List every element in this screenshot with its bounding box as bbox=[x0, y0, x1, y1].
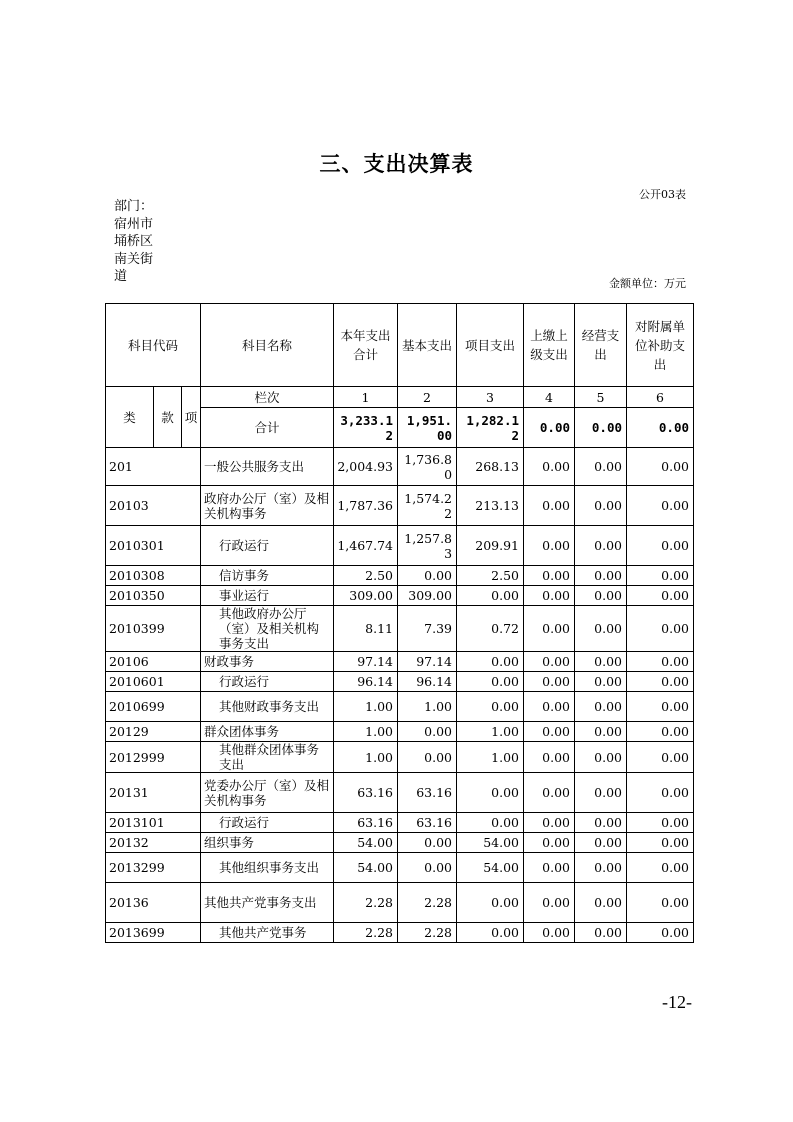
amount-cell: 7.39 bbox=[398, 606, 457, 652]
amount-cell: 0.00 bbox=[575, 526, 627, 566]
amount-cell: 0.00 bbox=[524, 486, 575, 526]
subject-name: 政府办公厅（室）及相关机构事务 bbox=[201, 486, 334, 526]
amount-cell: 0.00 bbox=[457, 773, 524, 813]
amount-cell: 0.00 bbox=[398, 566, 457, 586]
col-number-2: 2 bbox=[398, 387, 457, 408]
total-value: 0.00 bbox=[524, 408, 575, 448]
department-label: 部门：宿州市埇桥区南关街道 bbox=[114, 199, 154, 285]
amount-cell: 0.00 bbox=[524, 742, 575, 773]
amount-cell: 0.00 bbox=[627, 853, 694, 883]
amount-cell: 0.00 bbox=[524, 773, 575, 813]
amount-cell: 0.00 bbox=[627, 692, 694, 722]
amount-cell: 1,257.83 bbox=[398, 526, 457, 566]
amount-cell: 0.00 bbox=[524, 526, 575, 566]
header-kuan: 款 bbox=[154, 387, 182, 448]
subject-code: 2013699 bbox=[106, 923, 201, 943]
subject-code: 2013101 bbox=[106, 813, 201, 833]
subject-name: 行政运行 bbox=[201, 813, 334, 833]
amount-cell: 97.14 bbox=[398, 652, 457, 672]
header-project-expenditure: 项目支出 bbox=[457, 304, 524, 387]
amount-cell: 309.00 bbox=[398, 586, 457, 606]
amount-cell: 0.00 bbox=[575, 672, 627, 692]
amount-cell: 0.00 bbox=[627, 652, 694, 672]
amount-cell: 209.91 bbox=[457, 526, 524, 566]
subject-code: 2010699 bbox=[106, 692, 201, 722]
subject-code: 20131 bbox=[106, 773, 201, 813]
amount-cell: 0.00 bbox=[524, 672, 575, 692]
col-number-4: 4 bbox=[524, 387, 575, 408]
amount-cell: 0.00 bbox=[524, 883, 575, 923]
header-row bbox=[106, 304, 694, 387]
amount-cell: 0.00 bbox=[524, 853, 575, 883]
amount-cell: 8.11 bbox=[334, 606, 398, 652]
amount-cell: 1.00 bbox=[457, 742, 524, 773]
amount-cell: 1.00 bbox=[334, 692, 398, 722]
table-row bbox=[106, 586, 694, 606]
col-number-5: 5 bbox=[575, 387, 627, 408]
col-number-3: 3 bbox=[457, 387, 524, 408]
amount-cell: 0.00 bbox=[524, 586, 575, 606]
amount-cell: 0.00 bbox=[627, 606, 694, 652]
amount-cell: 0.00 bbox=[575, 883, 627, 923]
total-value: 3,233.12 bbox=[334, 408, 398, 448]
subject-name: 一般公共服务支出 bbox=[201, 448, 334, 486]
header-remit-expenditure: 上缴上级支出 bbox=[524, 304, 575, 387]
amount-cell: 2.28 bbox=[334, 883, 398, 923]
amount-cell: 0.00 bbox=[457, 586, 524, 606]
amount-cell: 63.16 bbox=[334, 773, 398, 813]
amount-cell: 1,574.22 bbox=[398, 486, 457, 526]
amount-cell: 0.00 bbox=[524, 833, 575, 853]
subject-name: 其他共产党事务支出 bbox=[201, 883, 334, 923]
amount-cell: 54.00 bbox=[334, 853, 398, 883]
subject-name: 其他财政事务支出 bbox=[201, 692, 334, 722]
table-row bbox=[106, 742, 694, 773]
amount-cell: 2.50 bbox=[457, 566, 524, 586]
table-row bbox=[106, 672, 694, 692]
amount-cell: 0.00 bbox=[398, 853, 457, 883]
amount-cell: 2.28 bbox=[334, 923, 398, 943]
amount-cell: 0.00 bbox=[575, 566, 627, 586]
subject-name: 财政事务 bbox=[201, 652, 334, 672]
amount-cell: 1,467.74 bbox=[334, 526, 398, 566]
amount-cell: 0.00 bbox=[575, 813, 627, 833]
total-value: 1,282.12 bbox=[457, 408, 524, 448]
subject-code: 20103 bbox=[106, 486, 201, 526]
subject-code: 20129 bbox=[106, 722, 201, 742]
amount-cell: 0.00 bbox=[575, 923, 627, 943]
amount-cell: 2.50 bbox=[334, 566, 398, 586]
subject-code: 2012999 bbox=[106, 742, 201, 773]
amount-cell: 0.00 bbox=[627, 773, 694, 813]
subject-code: 2010399 bbox=[106, 606, 201, 652]
amount-cell: 0.72 bbox=[457, 606, 524, 652]
amount-cell: 0.00 bbox=[457, 813, 524, 833]
subject-name: 其他组织事务支出 bbox=[201, 853, 334, 883]
header-code: 科目代码 bbox=[106, 304, 201, 387]
amount-cell: 0.00 bbox=[457, 883, 524, 923]
amount-cell: 0.00 bbox=[627, 722, 694, 742]
subject-name: 行政运行 bbox=[201, 672, 334, 692]
table-row bbox=[106, 566, 694, 586]
amount-cell: 54.00 bbox=[457, 853, 524, 883]
total-value: 0.00 bbox=[575, 408, 627, 448]
amount-cell: 0.00 bbox=[524, 448, 575, 486]
subject-name: 信访事务 bbox=[201, 566, 334, 586]
amount-cell: 0.00 bbox=[457, 692, 524, 722]
amount-cell: 96.14 bbox=[398, 672, 457, 692]
header-name: 科目名称 bbox=[201, 304, 334, 387]
amount-cell: 1.00 bbox=[457, 722, 524, 742]
amount-cell: 0.00 bbox=[575, 486, 627, 526]
subject-code: 2010601 bbox=[106, 672, 201, 692]
amount-cell: 0.00 bbox=[627, 526, 694, 566]
subject-name: 党委办公厅（室）及相关机构事务 bbox=[201, 773, 334, 813]
page-number: -12- bbox=[662, 992, 692, 1012]
amount-cell: 1,736.80 bbox=[398, 448, 457, 486]
total-value: 0.00 bbox=[627, 408, 694, 448]
table-row bbox=[106, 773, 694, 813]
header-lei: 类 bbox=[106, 387, 154, 448]
amount-cell: 0.00 bbox=[627, 586, 694, 606]
amount-cell: 1.00 bbox=[334, 722, 398, 742]
subject-name: 其他共产党事务 bbox=[201, 923, 334, 943]
table-row bbox=[106, 692, 694, 722]
subject-code: 2010308 bbox=[106, 566, 201, 586]
total-value: 1,951.00 bbox=[398, 408, 457, 448]
amount-cell: 0.00 bbox=[398, 722, 457, 742]
subject-code: 201 bbox=[106, 448, 201, 486]
unit-label: 金额单位：万元 bbox=[609, 277, 686, 290]
amount-cell: 2.28 bbox=[398, 883, 457, 923]
subject-code: 20106 bbox=[106, 652, 201, 672]
table-row bbox=[106, 526, 694, 566]
col-number-1: 1 bbox=[334, 387, 398, 408]
subject-code: 20132 bbox=[106, 833, 201, 853]
amount-cell: 2,004.93 bbox=[334, 448, 398, 486]
amount-cell: 0.00 bbox=[524, 722, 575, 742]
table-row bbox=[106, 883, 694, 923]
amount-cell: 2.28 bbox=[398, 923, 457, 943]
amount-cell: 0.00 bbox=[457, 672, 524, 692]
amount-cell: 0.00 bbox=[627, 566, 694, 586]
amount-cell: 0.00 bbox=[575, 853, 627, 883]
amount-cell: 0.00 bbox=[627, 923, 694, 943]
table-row bbox=[106, 853, 694, 883]
amount-cell: 0.00 bbox=[575, 833, 627, 853]
header-lanci: 栏次 bbox=[201, 387, 334, 408]
amount-cell: 0.00 bbox=[524, 692, 575, 722]
subject-code: 2010301 bbox=[106, 526, 201, 566]
amount-cell: 1.00 bbox=[398, 692, 457, 722]
subject-name: 其他群众团体事务支出 bbox=[201, 742, 334, 773]
table-row bbox=[106, 652, 694, 672]
amount-cell: 0.00 bbox=[524, 606, 575, 652]
amount-cell: 268.13 bbox=[457, 448, 524, 486]
amount-cell: 0.00 bbox=[575, 742, 627, 773]
table-row bbox=[106, 813, 694, 833]
amount-cell: 0.00 bbox=[575, 652, 627, 672]
amount-cell: 0.00 bbox=[524, 652, 575, 672]
amount-cell: 0.00 bbox=[524, 566, 575, 586]
subject-name: 群众团体事务 bbox=[201, 722, 334, 742]
table-row bbox=[106, 606, 694, 652]
amount-cell: 97.14 bbox=[334, 652, 398, 672]
amount-cell: 54.00 bbox=[457, 833, 524, 853]
amount-cell: 0.00 bbox=[398, 833, 457, 853]
amount-cell: 1,787.36 bbox=[334, 486, 398, 526]
amount-cell: 0.00 bbox=[398, 742, 457, 773]
amount-cell: 63.16 bbox=[398, 813, 457, 833]
header-operating-expenditure: 经营支出 bbox=[575, 304, 627, 387]
subject-code: 2013299 bbox=[106, 853, 201, 883]
header-basic-expenditure: 基本支出 bbox=[398, 304, 457, 387]
header-subsidy-expenditure: 对附属单位补助支出 bbox=[627, 304, 694, 387]
amount-cell: 96.14 bbox=[334, 672, 398, 692]
header-xiang: 项 bbox=[182, 387, 201, 448]
table-row bbox=[106, 486, 694, 526]
amount-cell: 309.00 bbox=[334, 586, 398, 606]
expenditure-table bbox=[105, 303, 694, 943]
amount-cell: 0.00 bbox=[627, 742, 694, 773]
subject-code: 2010350 bbox=[106, 586, 201, 606]
amount-cell: 0.00 bbox=[627, 486, 694, 526]
amount-cell: 0.00 bbox=[575, 448, 627, 486]
table-row bbox=[106, 833, 694, 853]
amount-cell: 0.00 bbox=[627, 672, 694, 692]
amount-cell: 0.00 bbox=[575, 692, 627, 722]
amount-cell: 0.00 bbox=[627, 833, 694, 853]
amount-cell: 0.00 bbox=[457, 923, 524, 943]
col-number-6: 6 bbox=[627, 387, 694, 408]
total-label: 合计 bbox=[201, 408, 334, 448]
header-total-expenditure: 本年支出合计 bbox=[334, 304, 398, 387]
table-row bbox=[106, 722, 694, 742]
amount-cell: 1.00 bbox=[334, 742, 398, 773]
amount-cell: 0.00 bbox=[575, 606, 627, 652]
table-row bbox=[106, 448, 694, 486]
page-title: 三、支出决算表 bbox=[319, 151, 474, 176]
subject-name: 组织事务 bbox=[201, 833, 334, 853]
subject-name: 行政运行 bbox=[201, 526, 334, 566]
amount-cell: 0.00 bbox=[627, 448, 694, 486]
amount-cell: 0.00 bbox=[575, 722, 627, 742]
subject-name: 其他政府办公厅（室）及相关机构事务支出 bbox=[201, 606, 334, 652]
subject-code: 20136 bbox=[106, 883, 201, 923]
subject-name: 事业运行 bbox=[201, 586, 334, 606]
amount-cell: 0.00 bbox=[457, 652, 524, 672]
amount-cell: 0.00 bbox=[627, 883, 694, 923]
table-row bbox=[106, 923, 694, 943]
amount-cell: 63.16 bbox=[334, 813, 398, 833]
amount-cell: 0.00 bbox=[627, 813, 694, 833]
amount-cell: 0.00 bbox=[524, 813, 575, 833]
amount-cell: 0.00 bbox=[575, 773, 627, 813]
amount-cell: 0.00 bbox=[575, 586, 627, 606]
amount-cell: 54.00 bbox=[334, 833, 398, 853]
column-number-row bbox=[106, 387, 694, 408]
amount-cell: 213.13 bbox=[457, 486, 524, 526]
amount-cell: 0.00 bbox=[524, 923, 575, 943]
form-number: 公开03表 bbox=[639, 188, 686, 201]
amount-cell: 63.16 bbox=[398, 773, 457, 813]
